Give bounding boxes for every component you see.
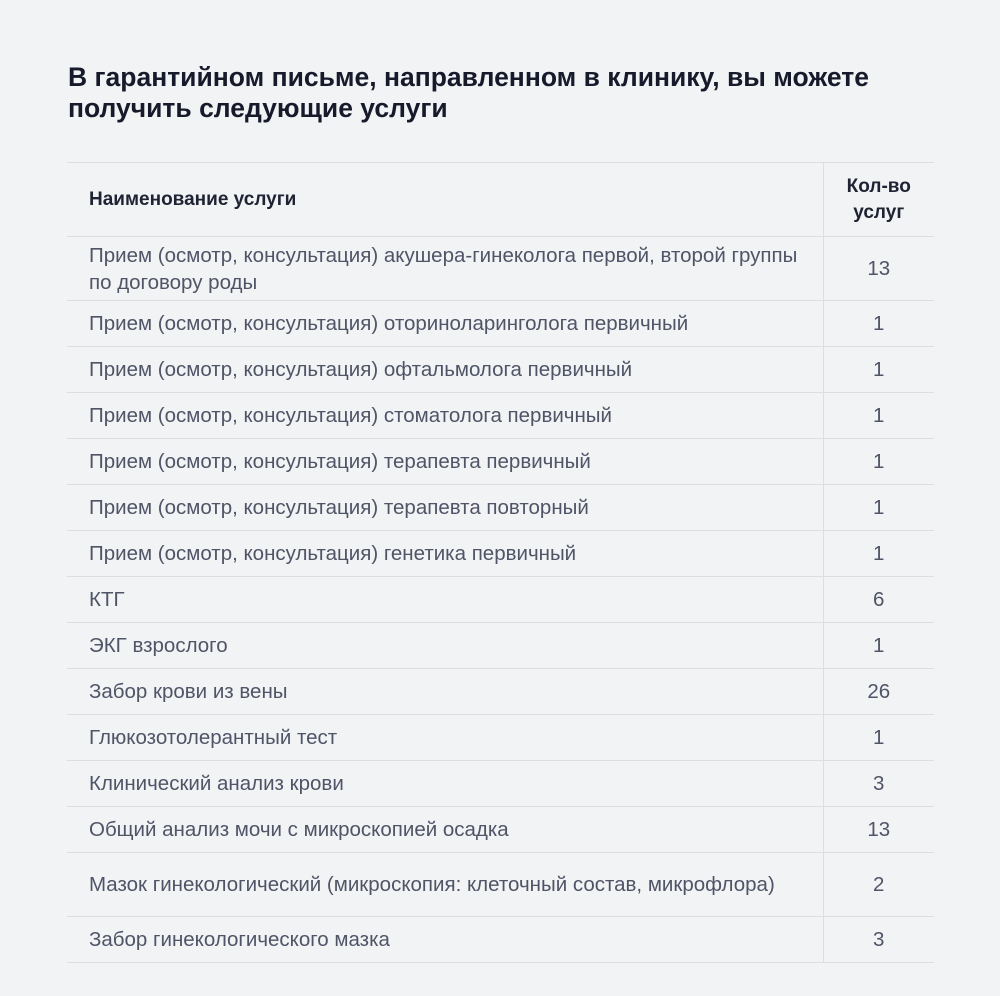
- service-name-cell: Прием (осмотр, консультация) терапевта первичный: [67, 439, 823, 485]
- service-name-cell: Прием (осмотр, консультация) акушера-гинеколога первой, второй группы по договору роды: [67, 237, 823, 301]
- table-row: [67, 761, 934, 807]
- service-quantity-cell: 1: [823, 347, 934, 393]
- service-name-cell: Прием (осмотр, консультация) оториноларинголога первичный: [67, 301, 823, 347]
- service-quantity-cell: 2: [823, 853, 934, 917]
- service-quantity-cell: 1: [823, 439, 934, 485]
- page-title: В гарантийном письме, направленном в клинику, вы можете получить следующие услуги: [68, 62, 869, 123]
- service-name-cell: Забор крови из вены: [67, 669, 823, 715]
- column-header-service-name: Наименование услуги: [67, 163, 823, 237]
- table-row: [67, 301, 934, 347]
- service-quantity-cell: 13: [823, 807, 934, 853]
- table-row: [67, 485, 934, 531]
- service-quantity-cell: 3: [823, 917, 934, 963]
- service-name-cell: Общий анализ мочи с микроскопией осадка: [67, 807, 823, 853]
- service-quantity-cell: 13: [823, 237, 934, 301]
- table-header-row: [67, 163, 934, 237]
- service-name-cell: ЭКГ взрослого: [67, 623, 823, 669]
- service-name-cell: Забор гинекологического мазка: [67, 917, 823, 963]
- service-quantity-cell: 1: [823, 531, 934, 577]
- service-name-cell: Прием (осмотр, консультация) офтальмолога первичный: [67, 347, 823, 393]
- service-name-cell: Прием (осмотр, консультация) генетика первичный: [67, 531, 823, 577]
- service-name-cell: Прием (осмотр, консультация) терапевта повторный: [67, 485, 823, 531]
- table-row: [67, 853, 934, 917]
- service-name-cell: КТГ: [67, 577, 823, 623]
- table-row: [67, 577, 934, 623]
- service-name-cell: Клинический анализ крови: [67, 761, 823, 807]
- table-row: [67, 531, 934, 577]
- table-row: [67, 807, 934, 853]
- service-quantity-cell: 1: [823, 393, 934, 439]
- service-quantity-cell: 1: [823, 301, 934, 347]
- service-quantity-cell: 1: [823, 485, 934, 531]
- service-name-cell: Глюкозотолерантный тест: [67, 715, 823, 761]
- table-row: [67, 237, 934, 301]
- service-name-cell: Прием (осмотр, консультация) стоматолога первичный: [67, 393, 823, 439]
- service-quantity-cell: 3: [823, 761, 934, 807]
- services-table: [67, 162, 934, 963]
- service-quantity-cell: 26: [823, 669, 934, 715]
- column-header-quantity: Кол-во услуг: [823, 163, 934, 237]
- table-row: [67, 669, 934, 715]
- service-quantity-cell: 1: [823, 623, 934, 669]
- table-row: [67, 439, 934, 485]
- table-row: [67, 917, 934, 963]
- service-quantity-cell: 1: [823, 715, 934, 761]
- table-row: [67, 623, 934, 669]
- table-row: [67, 393, 934, 439]
- table-row: [67, 347, 934, 393]
- service-name-cell: Мазок гинекологический (микроскопия: клеточный состав, микрофлора): [67, 853, 823, 917]
- service-quantity-cell: 6: [823, 577, 934, 623]
- table-row: [67, 715, 934, 761]
